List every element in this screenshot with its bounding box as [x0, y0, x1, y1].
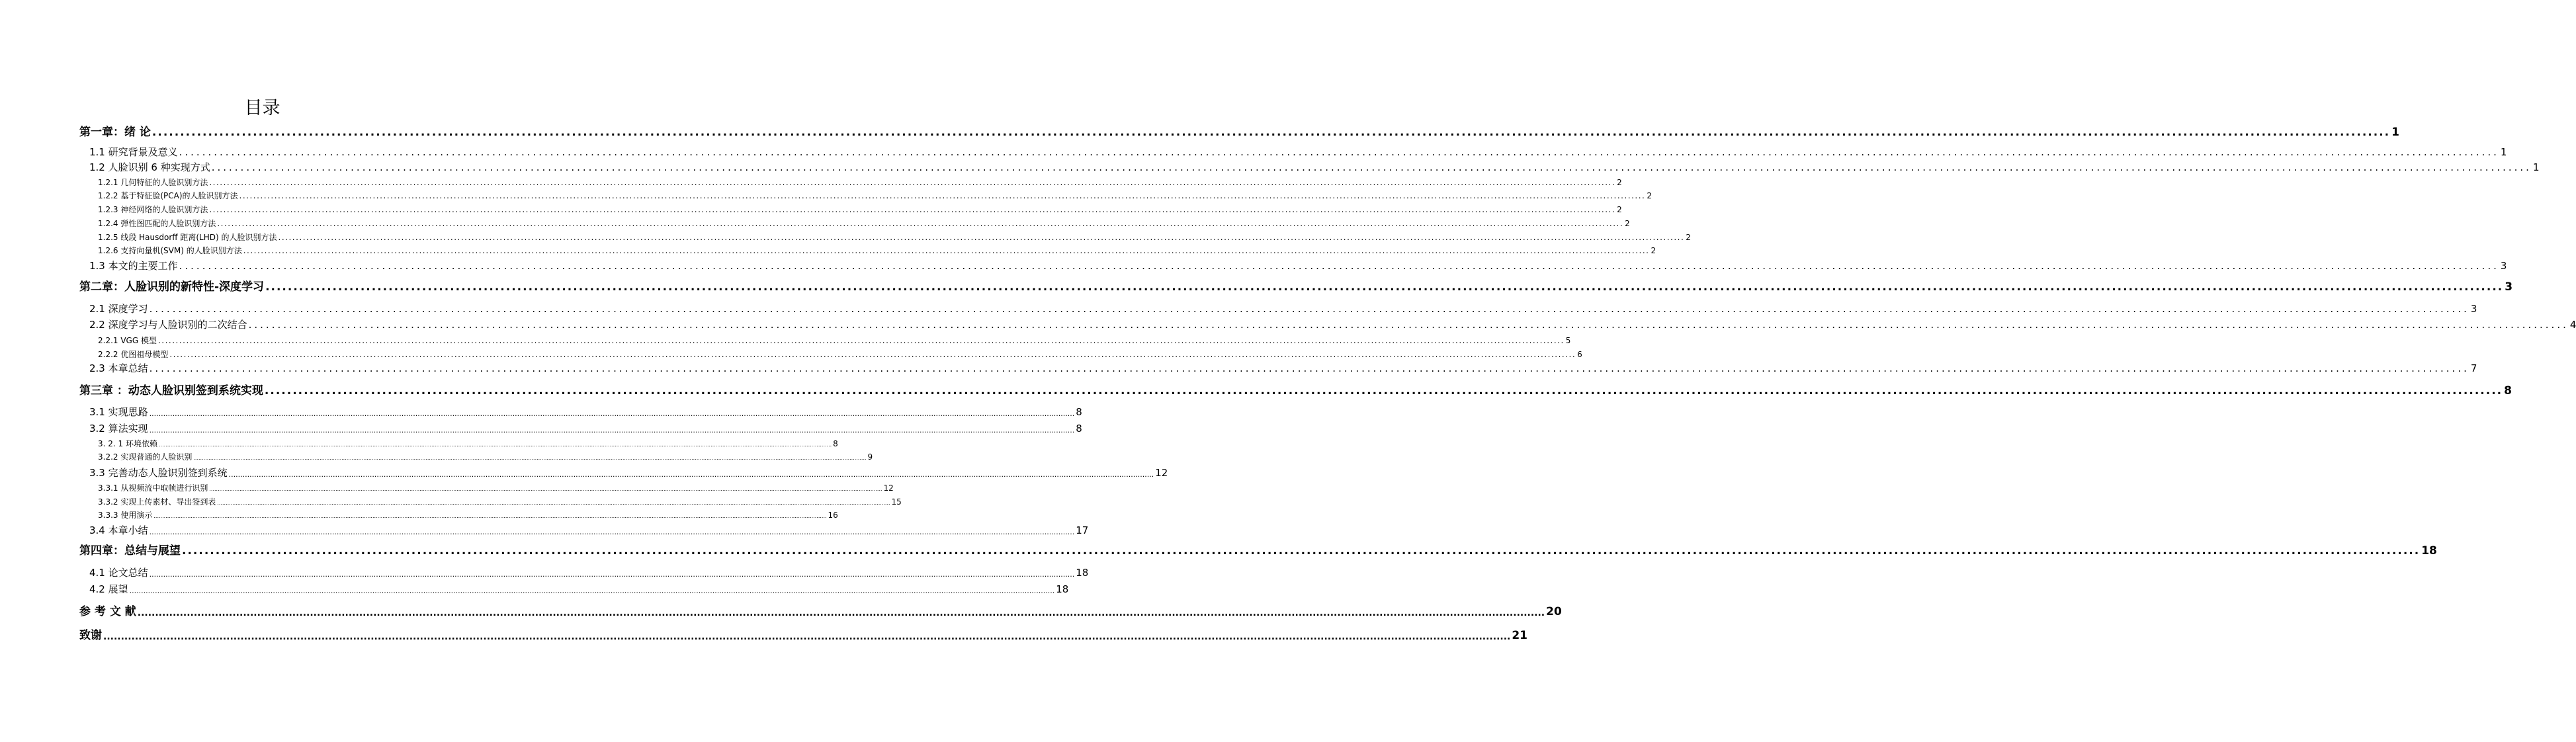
toc-leader-dots: ................................................................................................................................................................................................................................................................................................................................................................................................................	[153, 513, 827, 519]
toc-leader-dots: ................................................................................................................................................................................................................................................................................................................................................................................................................	[151, 126, 2391, 139]
toc-entry[interactable]	[79, 382, 2512, 397]
toc-entry[interactable]	[98, 481, 894, 493]
toc-entry[interactable]	[89, 159, 2540, 173]
toc-entry-page-number: 12	[1155, 467, 1168, 479]
toc-entry-label: 1.2.1 几何特征的人脸识别方法	[98, 178, 208, 187]
toc-leader-dots: ................................................................................................................................................................................................................................................................................................................................................................................................................	[228, 470, 1154, 479]
toc-entry[interactable]	[89, 421, 1082, 434]
toc-entry[interactable]	[89, 258, 2507, 272]
toc-entry[interactable]	[98, 243, 1656, 255]
toc-entry-label: 3.2 算法实现	[89, 423, 148, 434]
toc-entry-label: 1.1 研究背景及意义	[89, 146, 178, 158]
toc-leader-dots: ................................................................................................................................................................................................................................................................................................................................................................................................................	[278, 233, 1685, 242]
toc-leader-dots: ................................................................................................................................................................................................................................................................................................................................................................................................................	[137, 608, 1545, 618]
toc-entry[interactable]	[98, 216, 1630, 228]
toc-entry-page-number: 3	[2505, 280, 2513, 294]
toc-entry[interactable]	[79, 542, 2437, 557]
toc-entry[interactable]	[89, 565, 1089, 579]
toc-entry-page-number: 21	[1512, 629, 1528, 642]
toc-entry-page-number: 18	[2421, 544, 2437, 557]
toc-entry[interactable]	[79, 124, 2399, 139]
toc-entry[interactable]	[98, 347, 1582, 359]
toc-entry-page-number: 15	[891, 497, 902, 507]
toc-entry-label: 致谢	[79, 629, 102, 642]
toc-entry-page-number: 18	[1076, 567, 1089, 579]
toc-entry-page-number: 2	[1625, 219, 1630, 228]
toc-entry-page-number: 9	[867, 452, 873, 462]
toc-entry-label: 第一章：绪 论	[79, 126, 151, 139]
toc-entry[interactable]	[79, 603, 1562, 618]
toc-leader-dots: ................................................................................................................................................................................................................................................................................................................................................................................................................	[248, 319, 2569, 331]
toc-leader-dots: ................................................................................................................................................................................................................................................................................................................................................................................................................	[149, 570, 1075, 579]
toc-entry-label: 第三章 ：动态人脸识别签到系统实现	[79, 384, 263, 397]
toc-leader-dots: ................................................................................................................................................................................................................................................................................................................................................................................................................	[149, 528, 1075, 536]
toc-leader-dots: ................................................................................................................................................................................................................................................................................................................................................................................................................	[209, 205, 1616, 214]
toc-entry-page-number: 8	[1076, 406, 1082, 418]
toc-entry[interactable]	[89, 144, 2507, 158]
toc-entry-label: 第四章：总结与展望	[79, 544, 181, 557]
toc-leader-dots: ................................................................................................................................................................................................................................................................................................................................................................................................................	[103, 632, 1511, 642]
toc-entry-page-number: 17	[1076, 524, 1089, 536]
toc-entry[interactable]	[89, 317, 2576, 331]
toc-entry-label: 3.3 完善动态人脸识别签到系统	[89, 467, 228, 479]
toc-entry-label: 1.2.5 线段 Hausdorff 距离(LHD) 的人脸识别方法	[98, 233, 277, 242]
toc-entry[interactable]	[89, 522, 1089, 536]
toc-entry-page-number: 1	[2532, 161, 2540, 173]
toc-leader-dots: ................................................................................................................................................................................................................................................................................................................................................................................................................	[149, 409, 1075, 418]
toc-leader-dots: ................................................................................................................................................................................................................................................................................................................................................................................................................	[243, 246, 1650, 255]
toc-entry-page-number: 8	[1076, 423, 1082, 434]
toc-entry-label: 2.2.2 优图祖母模型	[98, 350, 169, 359]
toc-entry[interactable]	[98, 333, 1571, 345]
toc-leader-dots: ................................................................................................................................................................................................................................................................................................................................................................................................................	[264, 384, 2503, 397]
toc-entry-label: 3.4 本章小结	[89, 524, 148, 536]
toc-entry-page-number: 16	[828, 511, 838, 520]
toc-entry-label: 4.2 展望	[89, 583, 128, 595]
toc-entry-page-number: 1	[2391, 126, 2399, 139]
toc-entry-page-number: 20	[1546, 605, 1562, 618]
toc-entry-label: 3.3.2 实现上传素材、导出签到表	[98, 497, 216, 507]
toc-entry-label: 2.2.1 VGG 模型	[98, 336, 157, 345]
toc-entry-label: 3.1 实现思路	[89, 406, 148, 418]
toc-entry-label: 3. 2. 1 环境依赖	[98, 439, 157, 448]
toc-entry-page-number: 4	[2569, 319, 2576, 331]
toc-entry[interactable]	[79, 278, 2513, 294]
toc-entry[interactable]	[98, 188, 1652, 200]
toc-leader-dots: ................................................................................................................................................................................................................................................................................................................................................................................................................	[157, 336, 1565, 345]
toc-entry-page-number: 6	[1577, 350, 1582, 359]
toc-leader-dots: ................................................................................................................................................................................................................................................................................................................................................................................................................	[239, 191, 1646, 200]
toc-entry-page-number: 8	[833, 439, 838, 448]
toc-leader-dots: ................................................................................................................................................................................................................................................................................................................................................................................................................	[149, 362, 2469, 374]
toc-entry-label: 2.3 本章总结	[89, 362, 148, 374]
toc-entry-label: 1.2.4 弹性图匹配的人脸识别方法	[98, 219, 216, 228]
toc-entry-page-number: 5	[1565, 336, 1571, 345]
toc-entry[interactable]	[89, 301, 2477, 315]
toc-entry-page-number: 3	[2470, 303, 2477, 315]
toc-entry-label: 1.2 人脸识别 6 种实现方式	[89, 161, 210, 173]
toc-entry[interactable]	[98, 450, 873, 462]
toc-leader-dots: ................................................................................................................................................................................................................................................................................................................................................................................................................	[265, 280, 2504, 294]
toc-entry-page-number: 3	[2500, 260, 2507, 272]
toc-entry-label: 4.1 论文总结	[89, 567, 148, 579]
toc-entry[interactable]	[98, 230, 1691, 242]
toc-entry[interactable]	[89, 465, 1168, 479]
toc-entry-label: 第二章：人脸识别的新特性-深度学习	[79, 280, 265, 294]
toc-leader-dots: ................................................................................................................................................................................................................................................................................................................................................................................................................	[158, 442, 832, 448]
toc-entry[interactable]	[89, 581, 1069, 595]
toc-leader-dots: ................................................................................................................................................................................................................................................................................................................................................................................................................	[149, 426, 1075, 434]
toc-entry[interactable]	[98, 175, 1622, 187]
toc-entry-page-number: 18	[1056, 583, 1069, 595]
toc-entry[interactable]	[79, 627, 1528, 642]
toc-entry-label: 3.3.3 使用演示	[98, 511, 153, 520]
toc-leader-dots: ................................................................................................................................................................................................................................................................................................................................................................................................................	[209, 178, 1616, 187]
toc-entry-page-number: 2	[1647, 191, 1652, 200]
toc-entry[interactable]	[98, 495, 902, 507]
toc-leader-dots: ................................................................................................................................................................................................................................................................................................................................................................................................................	[217, 219, 1624, 228]
toc-entry-label: 2.1 深度学习	[89, 303, 148, 315]
toc-leader-dots: ................................................................................................................................................................................................................................................................................................................................................................................................................	[149, 303, 2469, 315]
toc-entry[interactable]	[98, 508, 838, 520]
toc-entry-page-number: 7	[2470, 362, 2477, 374]
toc-entry-label: 3.2.2 实现普通的人脸识别	[98, 452, 193, 462]
toc-entry-page-number: 8	[2504, 384, 2512, 397]
toc-leader-dots: ................................................................................................................................................................................................................................................................................................................................................................................................................	[169, 350, 1576, 359]
toc-entry[interactable]	[98, 202, 1622, 214]
toc-leader-dots: ................................................................................................................................................................................................................................................................................................................................................................................................................	[179, 146, 2499, 158]
toc-entry-page-number: 2	[1617, 205, 1622, 214]
toc-leader-dots: ................................................................................................................................................................................................................................................................................................................................................................................................................	[182, 544, 2421, 557]
toc-entry-label: 1.2.3 神经网络的人脸识别方法	[98, 205, 208, 214]
toc-entry-page-number: 2	[1686, 233, 1691, 242]
toc-entry-label: 1.3 本文的主要工作	[89, 260, 178, 272]
toc-entry[interactable]	[89, 404, 1082, 418]
toc-entry-label: 2.2 深度学习与人脸识别的二次结合	[89, 319, 247, 331]
toc-entry-page-number: 2	[1617, 178, 1622, 187]
toc-entry-label: 1.2.6 支持向量机(SVM) 的人脸识别方法	[98, 246, 242, 255]
toc-entry-label: 3.3.1 从视频流中取帧进行识别	[98, 483, 208, 493]
toc-entry-page-number: 2	[1651, 246, 1656, 255]
toc-entry-page-number: 1	[2500, 146, 2507, 158]
page-title: 目录	[244, 98, 280, 118]
toc-entry[interactable]	[89, 360, 2477, 374]
toc-entry-label: 参 考 文 献	[79, 605, 136, 618]
toc-leader-dots: ................................................................................................................................................................................................................................................................................................................................................................................................................	[211, 161, 2532, 173]
toc-leader-dots: ................................................................................................................................................................................................................................................................................................................................................................................................................	[129, 587, 1055, 595]
toc-leader-dots: ................................................................................................................................................................................................................................................................................................................................................................................................................	[217, 500, 890, 506]
toc-entry-label: 1.2.2 基于特征脸(PCA)的人脸识别方法	[98, 191, 238, 200]
toc-leader-dots: ................................................................................................................................................................................................................................................................................................................................................................................................................	[193, 455, 867, 461]
toc-leader-dots: ................................................................................................................................................................................................................................................................................................................................................................................................................	[209, 486, 882, 492]
toc-leader-dots: ................................................................................................................................................................................................................................................................................................................................................................................................................	[179, 260, 2499, 272]
toc-entry-page-number: 12	[883, 483, 894, 493]
toc-entry[interactable]	[98, 436, 838, 448]
